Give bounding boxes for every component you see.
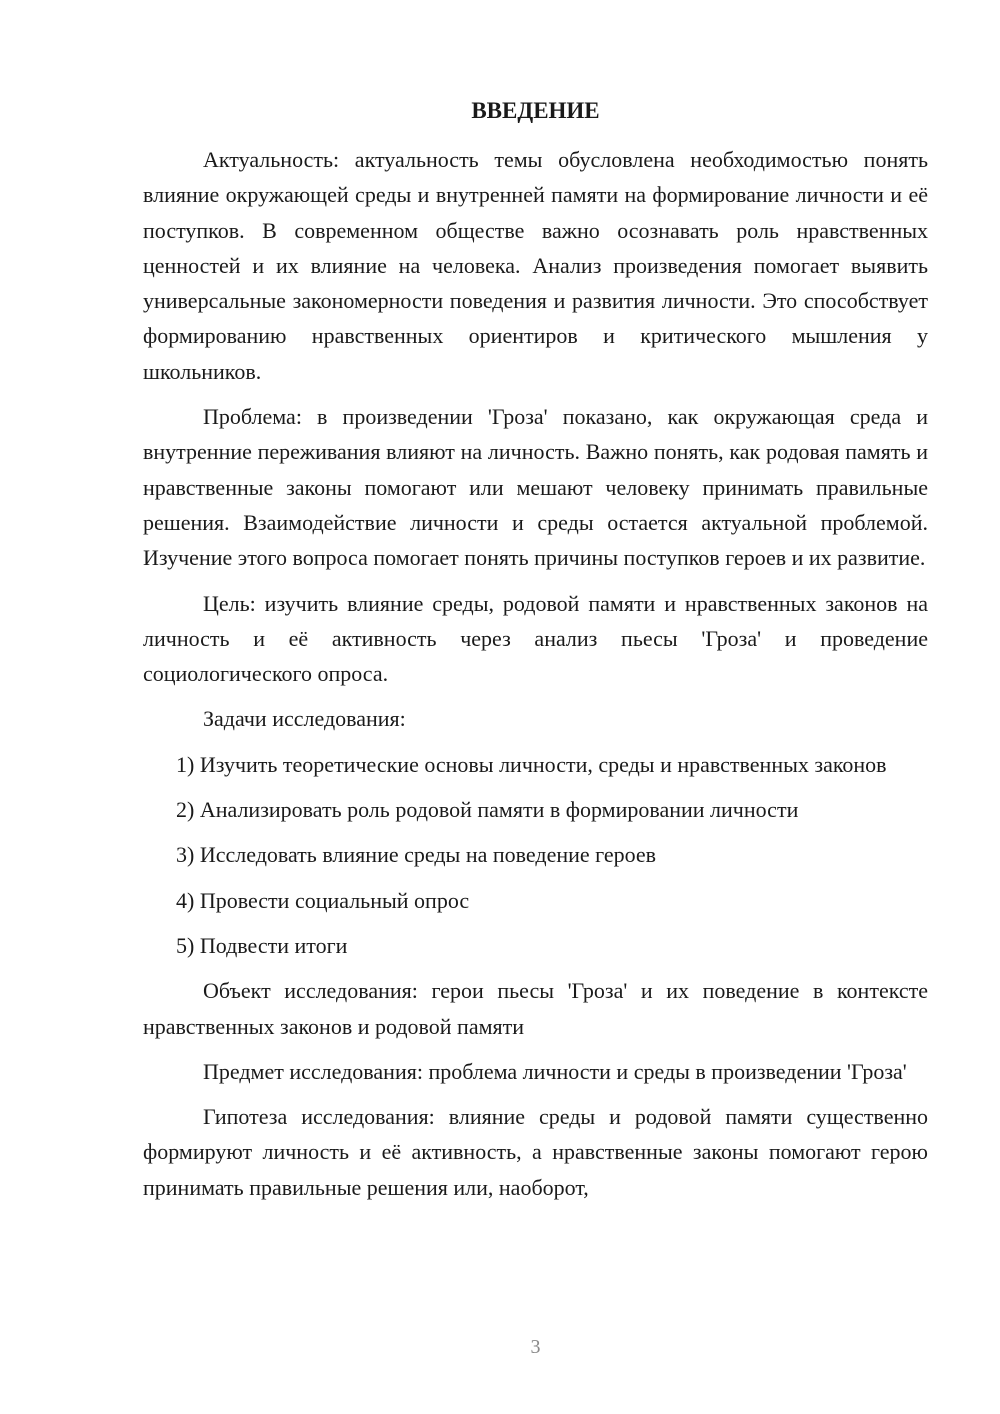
document-body <box>143 142 928 1205</box>
paragraph-goal: Цель: изучить влияние среды, родовой памяти и нравственных законов на личность и её активность через анализ пьесы 'Гроза' и проведение социологического опроса. <box>143 590 928 687</box>
paragraph-relevance: Актуальность: актуальность темы обусловлена необходимостью понять влияние окружающей среды и внутренней памяти на формирование личности и её поступков. В современном обществе важно осознавать роль нравственных ценностей и их влияние на человека. Анализ произведения помогает выявить универсальные закономерности поведения и развития личности. Это способствует формированию нравственных ориентиров и критического мышления у школьников. <box>143 147 928 384</box>
task-item-4: 4) Провести социальный опрос <box>176 887 470 913</box>
paragraph-object: Объект исследования: герои пьесы 'Гроза' и их поведение в контексте нравственных законов и родовой памяти <box>143 978 928 1039</box>
paragraph-hypothesis: Гипотеза исследования: влияние среды и родовой памяти существенно формируют личность и её активность, а нравственные законы помогают герою принимать правильные решения или, наоборот, <box>143 1104 928 1200</box>
page-number: 3 <box>530 1336 541 1358</box>
task-item-2: 2) Анализировать роль родовой памяти в формировании личности <box>176 797 799 823</box>
paragraph-subject: Предмет исследования: проблема личности и среды в произведении 'Гроза' <box>203 1058 907 1084</box>
paragraph-problem: Проблема: в произведении 'Гроза' показано, как окружающая среда и внутренние переживания влияют на личность. Важно понять, как родовая память и нравственные законы помогают или мешают человеку принимать правильные решения. Взаимодействие личности и среды остается актуальной проблемой. Изучение этого вопроса помогает понять причины поступков героев и их развитие. <box>143 404 928 571</box>
task-item-5: 5) Подвести итоги <box>176 932 348 958</box>
paragraph-tasks-heading: Задачи исследования: <box>203 706 406 732</box>
section-title: ВВЕДЕНИЕ <box>471 98 600 123</box>
task-item-1: 1) Изучить теоретические основы личности, среды и нравственных законов <box>176 751 887 777</box>
task-item-3: 3) Исследовать влияние среды на поведение героев <box>176 842 657 868</box>
